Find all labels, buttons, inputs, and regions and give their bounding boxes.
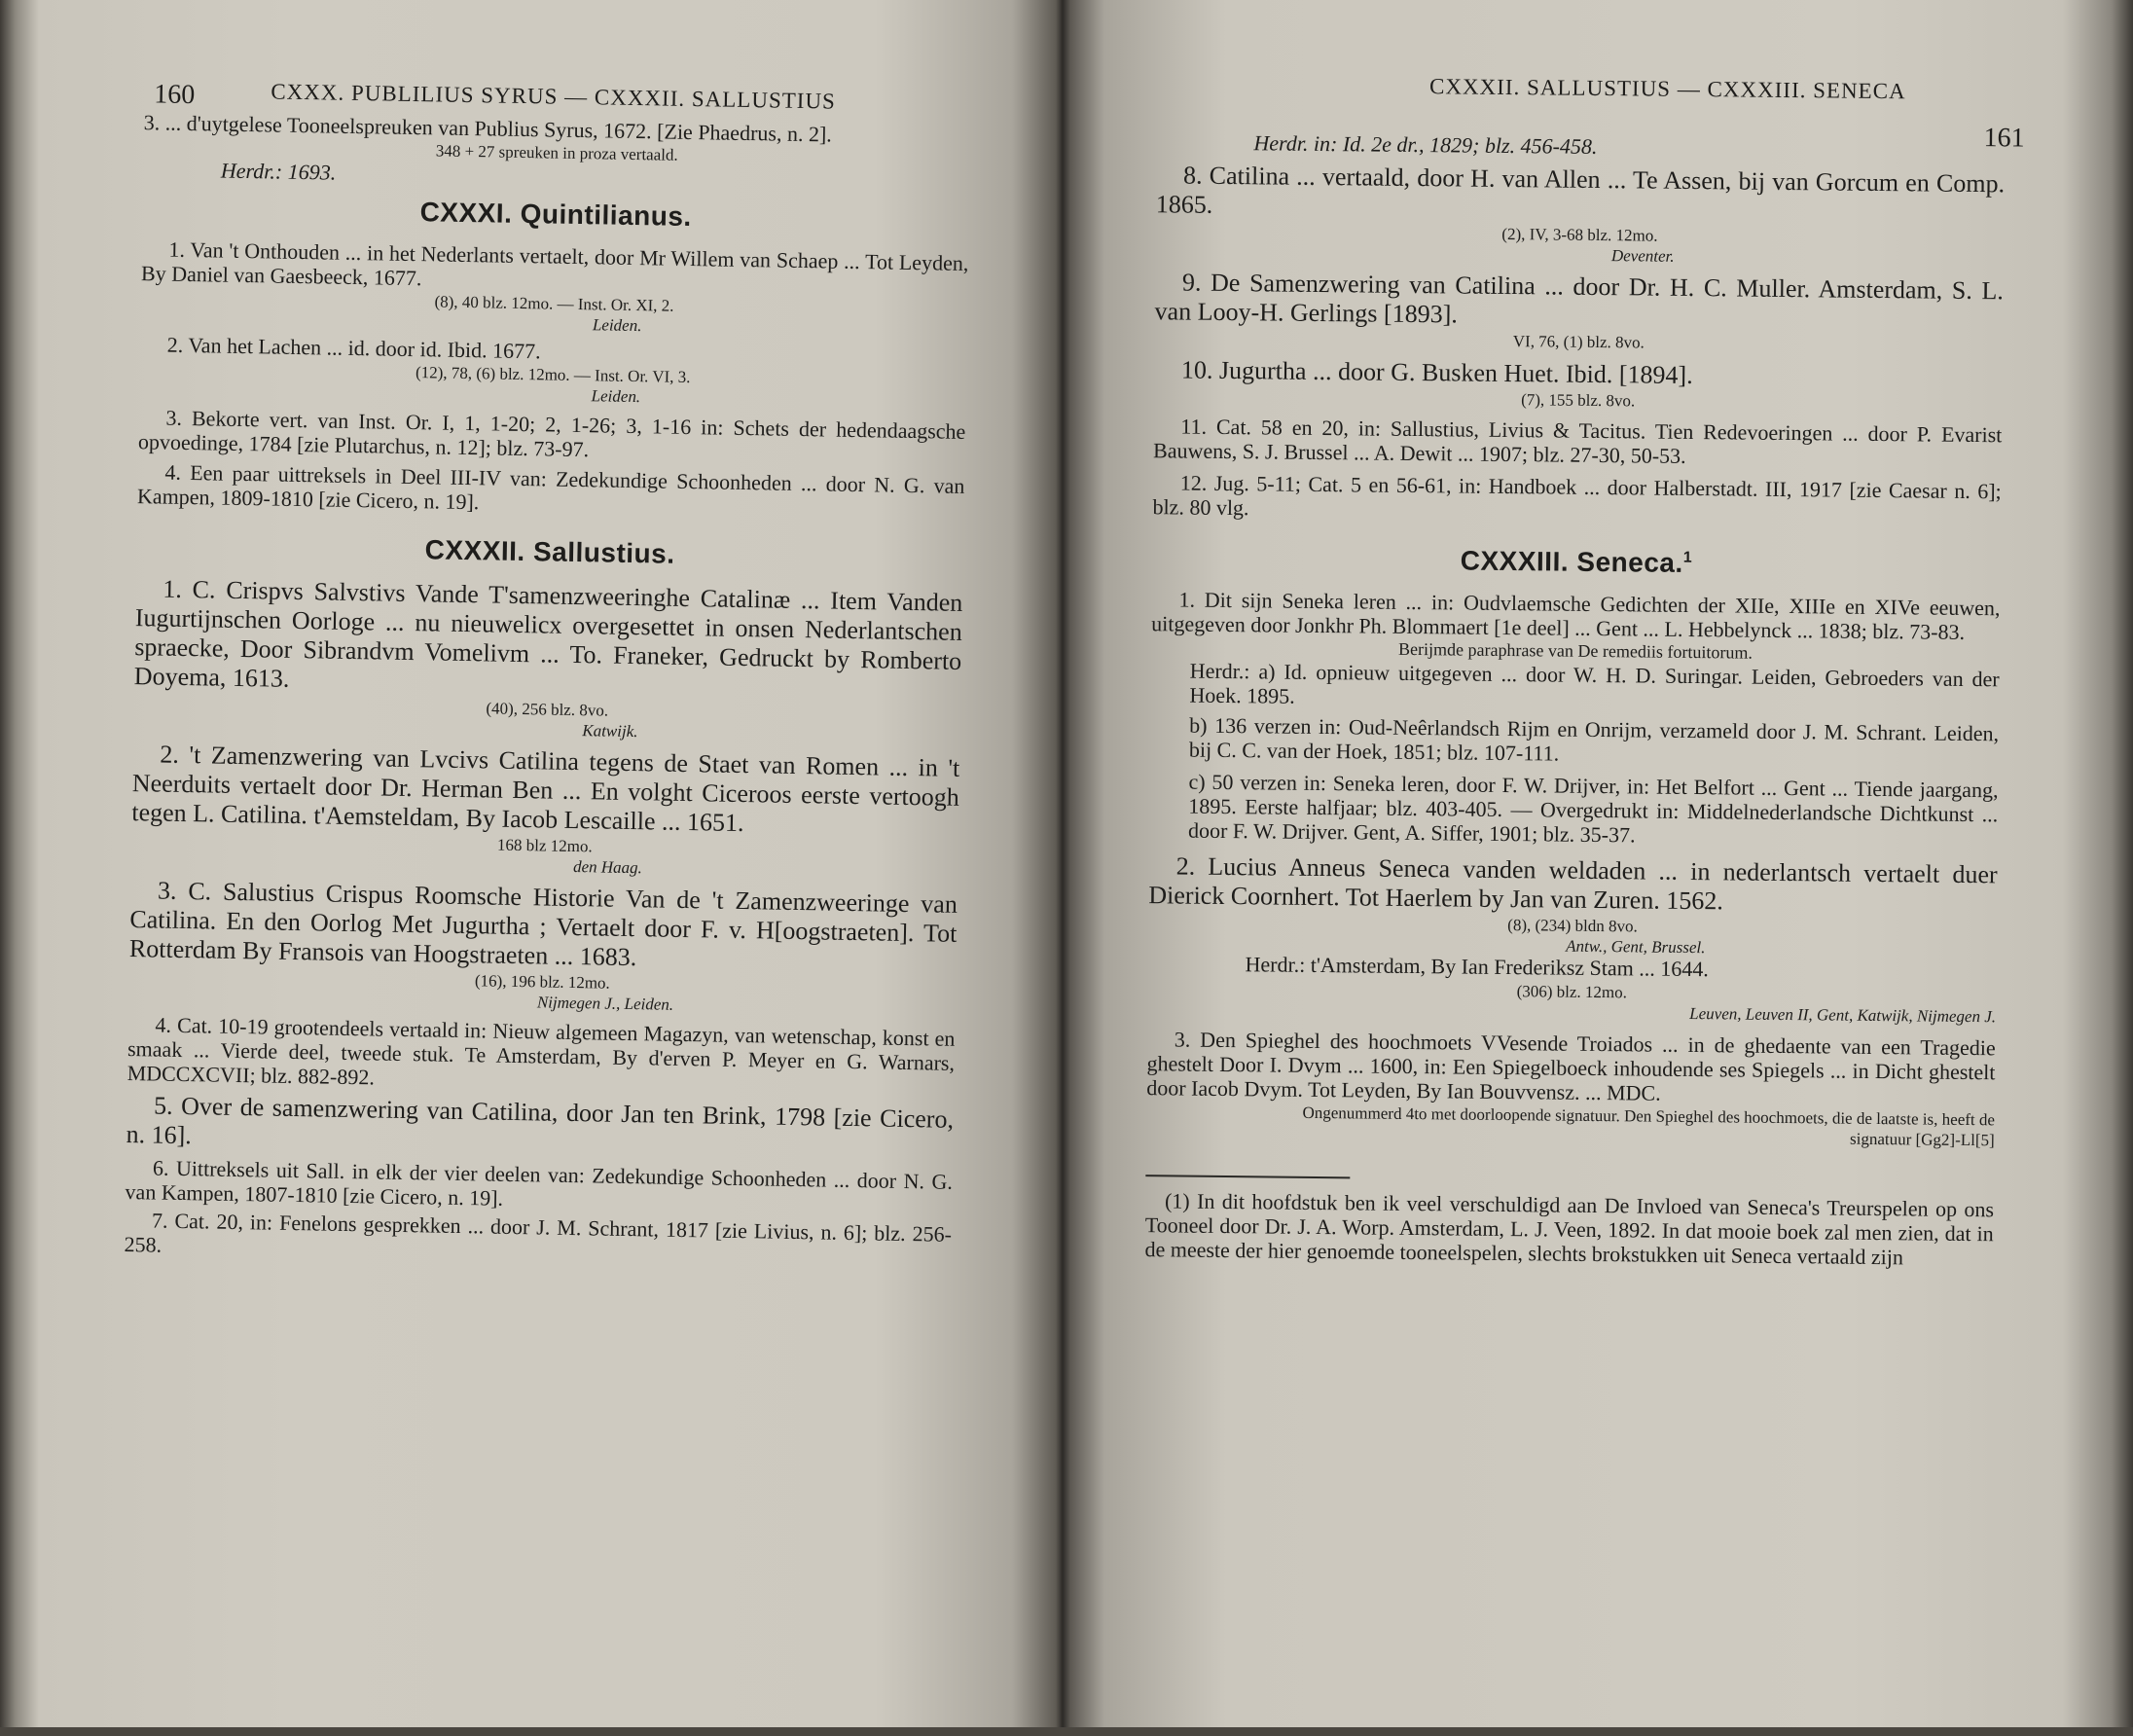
entry-meta: (306) blz. 12mo. <box>1516 982 1628 1002</box>
library-locations: Leuven, Leuven II, Gent, Katwijk, Nijmegen J. <box>1689 1004 1997 1027</box>
sallustius-entry-10: 10. Jugurtha ... door G. Busken Huet. Ibid. [1894]. <box>1180 355 1693 390</box>
library-locations: Leiden. <box>592 315 642 336</box>
entry-meta: Berijmde paraphrase van De remediis fortuitorum. <box>1397 638 1753 663</box>
quintilianus-entry-4: 4. Een paar uittreksels in Deel III-IV van: Zedekundige Schoonheden ... door N. G. van Kampen, 1809-1810 [zie Cicero, n. 19]. <box>136 459 965 515</box>
seneca-entry-1-c: c) 50 verzen in: Seneka leren, door F. W. Drijver, in: Het Belfort ... Gent ... Tiende jaargang, 1895. Eerste halfjaar; blz. 403-405. — Overgedrukt in: Middelnederlandsche Dichtkunst ... door F. W. Drijver. Gent, A. Siffer, 1901; blz. 35-37. <box>1187 769 1999 848</box>
entry-meta: (2), IV, 3-68 blz. 12mo. <box>1501 224 1658 245</box>
sallustius-entry-12: 12. Jug. 5-11; Cat. 5 en 56-61, in: Handboek ... door Halberstadt. III, 1917 [zie Caesar n. 6]; blz. 80 vlg. <box>1152 470 2002 521</box>
sallustius-entry-4: 4. Cat. 10-19 grootendeels vertaald in: Nieuw algemeen Magazyn, van wetenschap, konst en smaak ... Vierde deel, tweede stuk. Te Amsterdam, By d'erven P. Meyer en G. Warnars, MDCCXCVII; blz. 882-892. <box>127 1012 956 1090</box>
sallustius-entry-2: 2. 't Zamenzwering van Lvcivs Catilina tegens de Staet van Romen ... in 't Neerduits vertaelt door Dr. Herman Ben ... En volght Ciceroos eerste vertoogh tegen L. Catilina. t'Aemsteldam, By Iacob Lescaille ... 1651. <box>131 740 960 838</box>
sallustius-entry-1: 1. C. Crispvs Salvstivs Vande T'samenzweeringhe Catalinæ ... Item Vanden Iugurtijnschen Oorloge ... nu nieuwelicx overgesettet in onsen Nederlantschen spraecke, Door Sibrandvm Vomelivm ... To. Franeker, Gedruckt by Romberto Doyema, 1613. <box>133 574 963 693</box>
sallustius-entry-8: 8. Catilina ... vertaald, door H. van Allen ... Te Assen, bij van Gorcum en Comp. 1865. <box>1155 161 2006 219</box>
footnote-marker: 1 <box>1682 549 1693 566</box>
quintilianus-entry-2: 2. Van het Lachen ... id. door id. Ibid. 1677. <box>166 332 541 364</box>
entry-meta: (7), 155 blz. 8vo. <box>1521 390 1636 411</box>
seneca-heading-text: CXXXIII. Seneca. <box>1460 545 1683 578</box>
herdr-line: Herdr.: a) Id. opnieuw uitgegeven ... door W. H. D. Suringar. Leiden, Gebroeders van der Hoek. 1895. <box>1189 658 2000 708</box>
right-page-number: 161 <box>1983 123 2025 154</box>
footnote: (1) In dit hoofdstuk ben ik veel verschuldigd aan De Invloed van Seneca's Treurspelen op ons Tooneel door Dr. J. A. Worp. Amsterdam, L. J. Veen, 1892. In dat mooie boek zal men zien, dat in de meeste der hier genoemde tooneelspelen, slechts brokstukken uit Seneca vertaald zijn <box>1144 1188 1995 1270</box>
entry-meta: (12), 78, (6) blz. 12mo. — Inst. Or. VI, 3. <box>415 363 691 387</box>
seneca-entry-1: 1. Dit sijn Seneka leren ... in: Oudvlaemsche Gedichten der XIIe, XIIIe en XIVe eeuwen, uitgegeven door Jonkhr Ph. Blommaert [1e deel] ... Gent ... L. Hebbelynck ... 1838; blz. 73-83. <box>1151 587 2001 644</box>
sallustius-entry-7: 7. Cat. 20, in: Fenelons gesprekken ... door J. M. Schrant, 1817 [zie Livius, n. 6]; blz. 256-258. <box>124 1208 953 1257</box>
left-page <box>0 0 1051 1727</box>
sallustius-entry-6: 6. Uittreksels uit Sall. in elk der vier deelen van: Zedekundige Schoonheden ... door N. G. van Kampen, 1807-1810 [zie Cicero, n. 19]. <box>125 1155 954 1211</box>
library-locations: Leiden. <box>591 386 641 407</box>
sallustius-entry-9: 9. De Samenzwering van Catilina ... door Dr. H. C. Muller. Amsterdam, S. L. van Looy-H. Gerlings [1893]. <box>1154 268 2005 329</box>
library-locations: Deventer. <box>1610 246 1675 266</box>
entry-meta: 348 + 27 spreuken in proza vertaald. <box>435 141 678 164</box>
entry-meta: (8), (234) bldn 8vo. <box>1507 916 1638 936</box>
left-running-title: CXXX. PUBLILIUS SYRUS — CXXXII. SALLUSTIUS <box>271 79 837 114</box>
entry-meta: (8), 40 blz. 12mo. — Inst. Or. XI, 2. <box>434 292 674 315</box>
quintilianus-entry-1: 1. Van 't Onthouden ... in het Nederlants vertaelt, door Mr Willem van Schaep ... Tot Leyden, By Daniel van Gaesbeeck, 1677. <box>140 236 969 291</box>
library-locations: Antw., Gent, Brussel. <box>1566 936 1706 958</box>
section-heading-seneca <box>1152 542 2001 582</box>
entry-meta: 168 blz 12mo. <box>496 835 593 856</box>
section-heading-quintilianus: CXXXI. Quintilianus. <box>419 197 692 233</box>
entry-meta: (16), 196 blz. 12mo. <box>474 971 610 993</box>
sallustius-entry-3: 3. C. Salustius Crispus Roomsche Historie Van de 't Zamenzweeringe van Catilina. En den Oorlog Met Jugurtha ; Vertaelt door F. v. H[oogstraeten]. Tot Rotterdam By Fransois van Hoogstraeten ... 1683. <box>128 876 958 972</box>
footnote-divider <box>1145 1175 1350 1178</box>
left-page-number: 160 <box>153 79 196 111</box>
seneca-entry-2: 2. Lucius Anneus Seneca vanden weldaden ... in nederlantsch vertaelt duer Dierick Coornhert. Tot Haerlem by Jan van Zuren. 1562. <box>1148 851 1998 916</box>
publilius-entry-3: 3. ... d'uytgelese Tooneelspreuken van Publius Syrus, 1672. [Zie Phaedrus, n. 2]. <box>143 110 832 147</box>
library-locations: Nijmegen J., Leiden. <box>536 993 674 1014</box>
right-running-title: CXXXII. SALLUSTIUS — CXXXIII. SENECA <box>1428 74 1906 104</box>
sallustius-entry-5: 5. Over de samenzwering van Catilina, door Jan ten Brink, 1798 [zie Cicero, n. 16]. <box>126 1091 955 1150</box>
entry-meta: (40), 256 blz. 8vo. <box>486 699 609 720</box>
section-heading-sallustius: CXXXII. Sallustius. <box>424 534 675 569</box>
entry-meta: VI, 76, (1) blz. 8vo. <box>1512 332 1645 352</box>
herdr-line: Herdr. in: Id. 2e dr., 1829; blz. 456-458. <box>1253 130 1598 159</box>
quintilianus-entry-3: 3. Bekorte vert. van Inst. Or. I, 1, 1-20; 2, 1-26; 3, 1-16 in: Schets der hedendaagsche opvoedinge, 1784 [zie Plutarchus, n. 12]; blz. 73-97. <box>137 405 966 462</box>
library-locations: den Haag. <box>572 856 643 878</box>
herdr-line: Herdr.: t'Amsterdam, By Ian Frederiksz Stam ... 1644. <box>1245 952 1709 982</box>
sallustius-entry-11: 11. Cat. 58 en 20, in: Sallustius, Livius & Tacitus. Tien Redevoeringen ... door P. Evarist Bauwens, S. J. Brussel ... A. Dewit ... 1907; blz. 27-30, 50-53. <box>1152 414 2003 468</box>
right-page <box>1070 0 2133 1727</box>
herdr-line: Herdr.: 1693. <box>220 158 337 185</box>
library-locations: Katwijk. <box>582 721 638 741</box>
entry-meta: Ongenummerd 4to met doorloopende signatuur. Den Spieghel des hoochmoets, die de laatste is, heeft de signatuur [Gg2]-Ll[5] <box>1302 1103 1996 1150</box>
seneca-entry-1-b: b) 136 verzen in: Oud-Neêrlandsch Rijm en Onrijm, verzameld door J. M. Schrant. Leiden, bij C. C. van der Hoek, 1851; blz. 107-111. <box>1188 712 2000 766</box>
seneca-entry-3: 3. Den Spieghel des hoochmoets VVesende Troiados ... in de ghedaente van een Tragedie ghestelt Door I. Dvym ... 1600, in: Een Spiegelboeck inhoudende ses Spiegels ... in Dicht ghestelt door Iacob Dvym. Tot Leyden, By Ian Bouvvensz. ... MDC. <box>1146 1027 1996 1105</box>
